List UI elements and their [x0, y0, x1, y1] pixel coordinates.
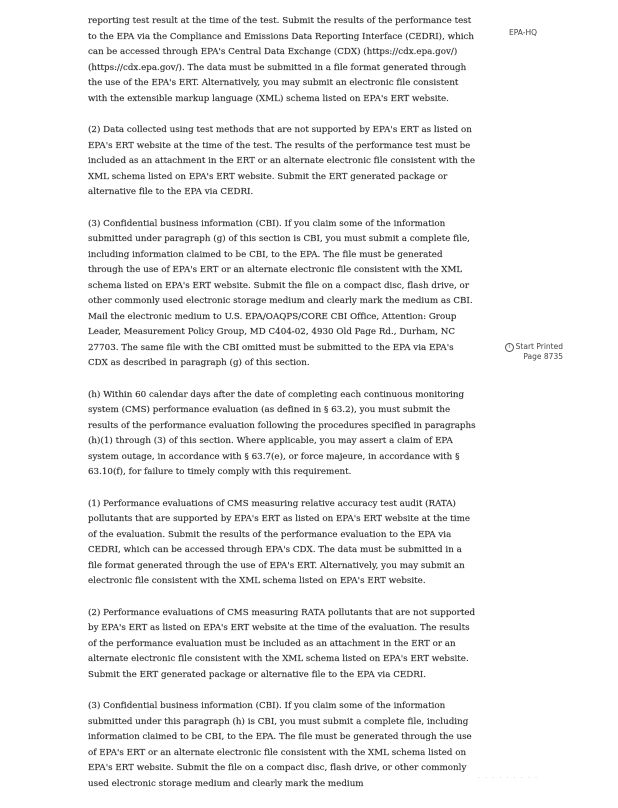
paragraph-h-3-cbi: (3) Confidential business information (CBI). If you claim some of the information submitted under this paragraph (h) is CBI, you must submit a complete file, including information claimed to be CBI, to the EPA. The file must be generated through the use of EPA's ERT or an alternate electronic file consistent with the XML schema listed on EPA's ERT website. Submit the file on a compact disc, flash drive, or other commonly used electronic storage medium and clearly mark the medium — [88, 701, 472, 789]
start-printed-page-note[interactable] — [483, 342, 563, 361]
paragraph-h: (h) Within 60 calendar days after the date of completing each continuous monitoring system (CMS) performance evaluation (as defined in § 63.2), you must submit the results of the performance evaluation following the procedures specified in paragraphs (h)(1) through (3) of this section. Where applicable, you may assert a claim of EPA system outage, in accordance with § 63.7(e), or force majeure, in accordance with § 63.10(f), for failure to timely comply with this requirement. — [88, 389, 476, 477]
document-body — [88, 14, 476, 808]
margin-note-line1: Start Printed — [515, 342, 563, 351]
paragraph-h-1: (1) Performance evaluations of CMS measuring relative accuracy test audit (RATA) pollutants that are supported by EPA's ERT as listed on EPA's ERT website at the time of the evaluation. Submit the results of the performance evaluation to the EPA via CEDRI, which can be accessed through EPA's CDX. The data must be submitted in a file format generated through the use of EPA's ERT. Alternatively, you may submit an electronic file consistent with the XML schema listed on EPA's ERT website. — [88, 498, 471, 586]
margin-note-line2: Page 8735 — [523, 351, 563, 361]
paragraph-g-intro: reporting test result at the time of the test. Submit the results of the performance test to the EPA via the Compliance and Emissions Data Reporting Interface (CEDRI), which can be accessed through EPA's Central Data Exchange (CDX) (https://cdx.epa.gov/) (https://cdx.epa.gov/). The data must be submitted in a file format generated through the use of the EPA's ERT. Alternatively, you may submit an electronic file consistent with the extensible markup language (XML) schema listed on EPA's ERT website. — [88, 16, 475, 104]
paragraph-g-3-cbi: (3) Confidential business information (CBI). If you claim some of the information submitted under paragraph (g) of this section is CBI, you must submit a complete file, including information claimed to be CBI, to the EPA. The file must be generated through the use of EPA's ERT or an alternate electronic file consistent with the XML schema listed on EPA's ERT website. Submit the file on a compact disc, flash drive, or other commonly used electronic storage medium and clearly mark the medium as CBI. Mail the electronic medium to U.S. EPA/OAQPS/CORE CBI Office, Attention: Group Leader, Measurement Policy Group, MD C404-02, 4930 Old Page Rd., Durham, NC 27703. The same file with the CBI omitted must be submitted to the EPA via EPA's CDX as described in paragraph (g) of this section. — [88, 218, 473, 368]
document-id: EPA-HQ — [509, 28, 537, 37]
page-marker-icon: i — [505, 343, 514, 352]
paragraph-g-2: (2) Data collected using test methods that are not supported by EPA's ERT as listed on EPA's ERT website at the time of the test. The results of the performance test must be included as an attachment in the ERT or an alternate electronic file consistent with the XML schema listed on EPA's ERT website. Submit the ERT generated package or alternative file to the EPA via CEDRI. — [88, 125, 475, 197]
paragraph-h-2: (2) Performance evaluations of CMS measuring RATA pollutants that are not supported by EPA's ERT as listed on EPA's ERT website at the time of the evaluation. The results of the performance evaluation must be included as an attachment in the ERT or an alternate electronic file consistent with the XML schema listed on EPA's ERT website. Submit the ERT generated package or alternative file to the EPA via CEDRI. — [88, 607, 476, 680]
footer-marks: · · · · · · · · · — [478, 774, 539, 782]
